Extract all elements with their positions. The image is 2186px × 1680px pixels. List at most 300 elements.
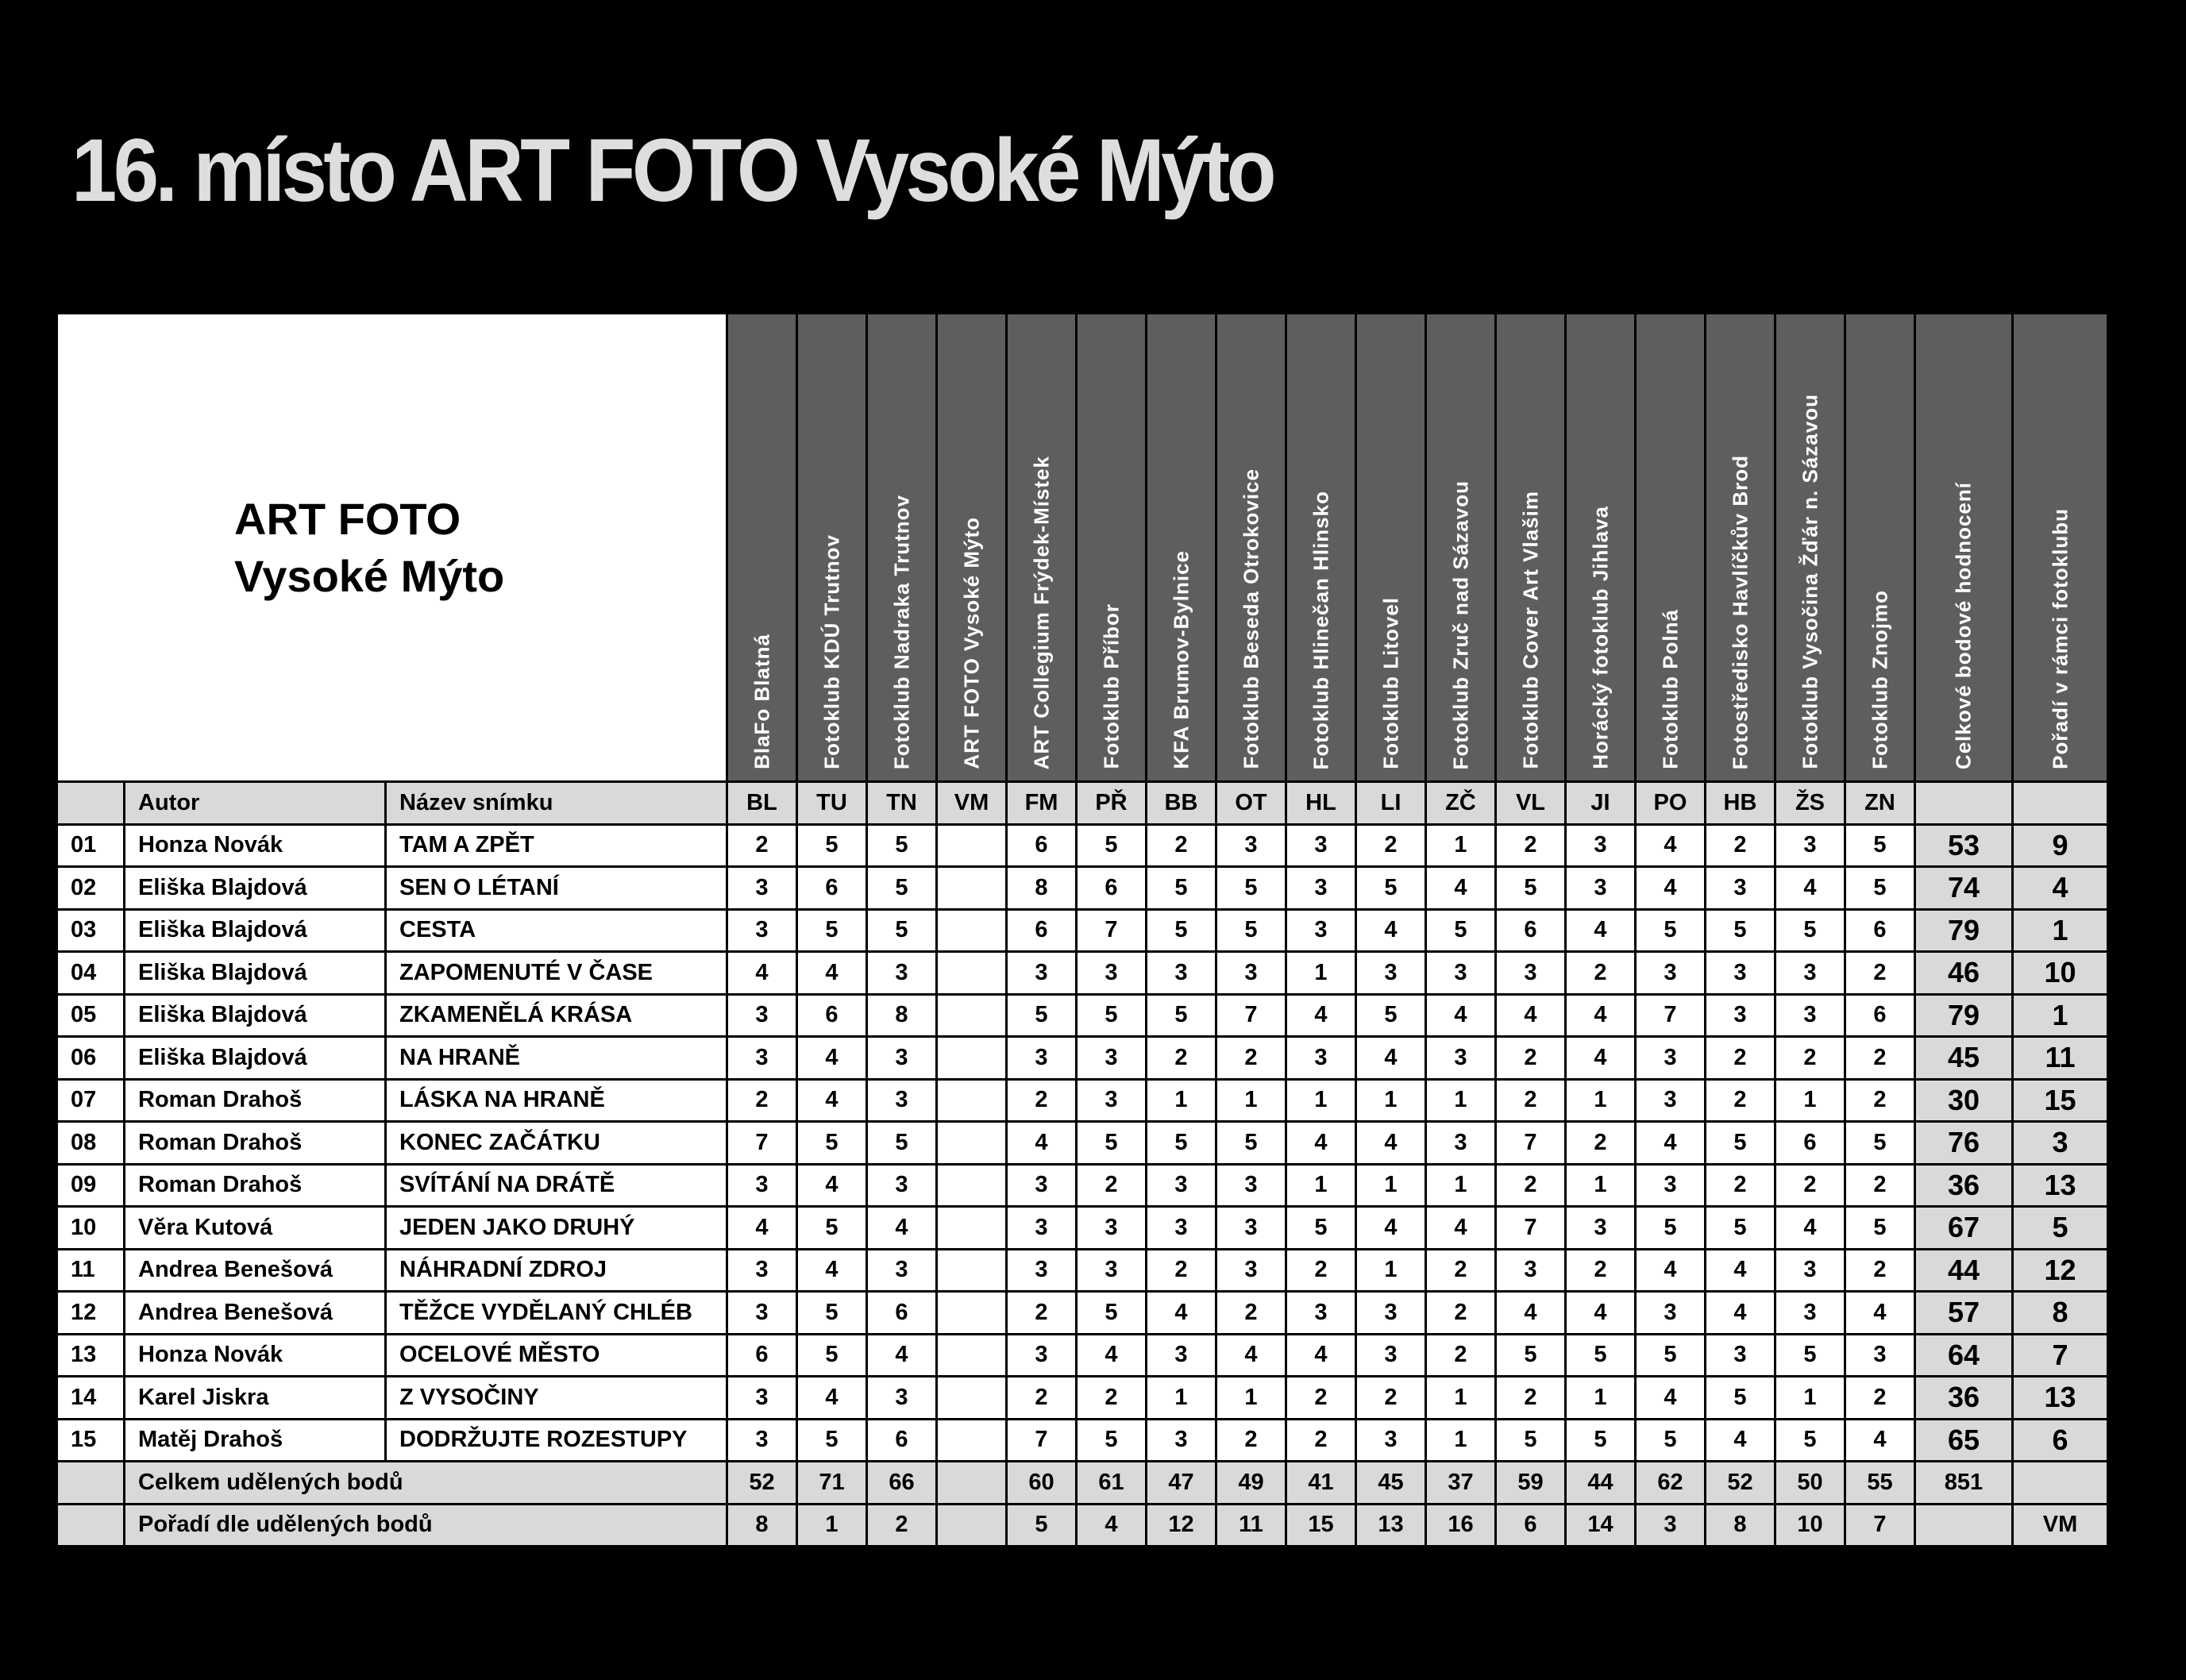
score-cell: 1 [1426,824,1496,867]
score-cell: 6 [867,1292,937,1335]
total-score: 57 [1915,1292,2013,1335]
score-cell: 2 [1496,1037,1566,1080]
footer-value [937,1462,1007,1505]
score-cell: 3 [1007,1249,1077,1292]
score-cell [937,909,1007,952]
club-column-header [1216,314,1286,782]
score-cell: 3 [1636,1037,1706,1080]
photo-column-header: Název snímku [386,782,727,825]
footer-value: 11 [1216,1504,1286,1547]
club-rank: 9 [2013,824,2108,867]
score-cell: 2 [1077,1377,1147,1420]
author-name: Andrea Benešová [125,1292,386,1335]
score-cell: 4 [797,952,867,995]
score-cell: 4 [1566,994,1636,1037]
score-cell: 3 [1706,1334,1775,1377]
total-score: 79 [1915,994,2013,1037]
score-cell: 3 [1007,1164,1077,1207]
footer-value: 47 [1147,1462,1216,1505]
club-column-name: Fotoklub Zruč nad Sázavou [1448,480,1472,769]
score-cell: 3 [727,1419,797,1462]
score-cell: 7 [1216,994,1286,1037]
total-score: 46 [1915,952,2013,995]
footer-value: 1 [797,1504,867,1547]
score-cell: 3 [1496,952,1566,995]
footer-value: 61 [1077,1462,1147,1505]
row-number: 01 [57,824,125,867]
score-cell: 3 [1356,1334,1426,1377]
footer-value: 8 [727,1504,797,1547]
author-name: Eliška Blajdová [125,994,386,1037]
score-cell: 3 [727,994,797,1037]
club-column-name: Fotoklub Polná [1658,609,1682,769]
footer-value: 5 [1007,1504,1077,1547]
score-cell: 8 [867,994,937,1037]
score-cell: 5 [867,824,937,867]
club-column-header [1636,314,1706,782]
author-name: Matěj Drahoš [125,1419,386,1462]
footer-value: 62 [1636,1462,1706,1505]
total-score: 64 [1915,1334,2013,1377]
score-cell: 5 [1077,824,1147,867]
score-cell: 5 [1636,909,1706,952]
score-cell: 2 [1216,1037,1286,1080]
score-cell: 7 [727,1122,797,1165]
score-cell: 5 [1496,867,1566,910]
totals-label: Celkem udělených bodů [125,1462,727,1505]
score-cell: 4 [1356,909,1426,952]
score-cell: 1 [1566,1164,1636,1207]
score-cell: 6 [1775,1122,1845,1165]
score-cell: 2 [1706,1037,1775,1080]
score-cell: 3 [1845,1334,1915,1377]
total-score: 76 [1915,1122,2013,1165]
score-cell: 3 [1356,1292,1426,1335]
photo-title: NÁHRADNÍ ZDROJ [386,1249,727,1292]
row-number: 12 [57,1292,125,1335]
author-column-header: Autor [125,782,386,825]
score-cell: 4 [797,1079,867,1122]
score-cell: 3 [867,1037,937,1080]
score-cell: 4 [797,1037,867,1080]
footer-value: 10 [1775,1504,1845,1547]
table-row [57,1207,2108,1250]
score-cell: 5 [1775,1334,1845,1377]
score-cell: 3 [1216,824,1286,867]
club-column-header [727,314,797,782]
author-name: Honza Novák [125,1334,386,1377]
score-cell: 5 [1496,1419,1566,1462]
table-row [57,1079,2108,1122]
footer-value: 15 [1286,1504,1356,1547]
score-cell: 5 [1077,1292,1147,1335]
photo-title: OCELOVÉ MĚSTO [386,1334,727,1377]
total-score: 53 [1915,824,2013,867]
score-cell: 5 [1845,1122,1915,1165]
club-rank: 13 [2013,1377,2108,1420]
club-code: FM [1007,782,1077,825]
score-cell: 2 [1496,1079,1566,1122]
score-cell: 2 [1147,824,1216,867]
score-cell: 5 [1286,1207,1356,1250]
score-cell: 4 [1286,1334,1356,1377]
table-row [57,1334,2108,1377]
score-cell: 2 [1845,1037,1915,1080]
footer-value: 8 [1706,1504,1775,1547]
score-cell: 4 [797,1164,867,1207]
score-cell: 1 [1356,1079,1426,1122]
score-cell [937,1334,1007,1377]
score-cell: 2 [1845,952,1915,995]
score-cell: 7 [1077,909,1147,952]
score-cell: 5 [797,1419,867,1462]
score-cell: 1 [1356,1164,1426,1207]
score-cell: 3 [867,1377,937,1420]
totals-row [57,1462,2108,1505]
footer-value: 41 [1286,1462,1356,1505]
score-cell: 3 [727,1037,797,1080]
score-cell: 5 [1706,1122,1775,1165]
score-cell: 5 [1845,824,1915,867]
score-cell: 2 [727,1079,797,1122]
score-cell: 2 [1845,1249,1915,1292]
club-column-header [1496,314,1566,782]
row-number: 11 [57,1249,125,1292]
score-cell: 4 [1216,1334,1286,1377]
score-cell: 5 [1636,1334,1706,1377]
club-rank: 8 [2013,1292,2108,1335]
score-cell: 6 [727,1334,797,1377]
club-column-name: ART FOTO Vysoké Mýto [959,517,983,769]
score-cell: 1 [1426,1079,1496,1122]
score-cell: 2 [1706,1164,1775,1207]
club-column-name: Fotoklub Cover Art Vlašim [1518,491,1542,769]
footer-value: 13 [1356,1504,1426,1547]
footer-value: 6 [1496,1504,1566,1547]
score-cell: 3 [1077,1079,1147,1122]
score-cell: 5 [1356,867,1426,910]
totals-blank [57,1462,125,1505]
score-cell: 5 [1077,1122,1147,1165]
score-cell: 5 [867,909,937,952]
score-cell: 2 [1356,824,1426,867]
score-cell: 2 [1706,1079,1775,1122]
score-cell: 5 [1077,1419,1147,1462]
photo-title: KONEC ZAČÁTKU [386,1122,727,1165]
rank-code-blank [2013,782,2108,825]
score-cell: 3 [1286,1037,1356,1080]
author-name: Roman Drahoš [125,1122,386,1165]
score-cell: 6 [1077,867,1147,910]
rank-column-name: Pořadí v rámci fotoklubu [2048,508,2072,769]
score-cell: 2 [1286,1377,1356,1420]
score-cell: 3 [1147,1164,1216,1207]
score-cell: 5 [1077,994,1147,1037]
score-cell: 2 [1216,1292,1286,1335]
score-cell: 3 [1216,1249,1286,1292]
score-cell: 3 [1775,994,1845,1037]
table-row [57,1249,2108,1292]
score-cell: 2 [1007,1079,1077,1122]
score-cell: 3 [867,1249,937,1292]
score-cell [937,1079,1007,1122]
score-cell: 3 [1426,1037,1496,1080]
author-name: Andrea Benešová [125,1249,386,1292]
score-cell: 5 [797,909,867,952]
photo-title: SEN O LÉTANÍ [386,867,727,910]
footer-value: 37 [1426,1462,1496,1505]
score-cell: 4 [867,1334,937,1377]
row-number: 04 [57,952,125,995]
score-cell [937,952,1007,995]
club-name-line1: ART FOTO [234,493,461,544]
score-cell: 1 [1286,952,1356,995]
score-cell: 4 [1845,1419,1915,1462]
score-cell: 3 [1007,952,1077,995]
photo-title: JEDEN JAKO DRUHÝ [386,1207,727,1250]
score-cell: 2 [1845,1164,1915,1207]
score-cell: 3 [727,1377,797,1420]
club-code: BL [727,782,797,825]
club-column-name: Fotoklub Příbor [1099,603,1123,769]
score-cell: 1 [1566,1079,1636,1122]
score-cell: 6 [797,867,867,910]
club-code: ŽS [1775,782,1845,825]
row-number: 14 [57,1377,125,1420]
score-cell: 4 [1147,1292,1216,1335]
score-cell: 3 [1077,1249,1147,1292]
club-rank: 7 [2013,1334,2108,1377]
photo-title: DODRŽUJTE ROZESTUPY [386,1419,727,1462]
header-row [57,314,2108,782]
score-cell: 3 [727,1249,797,1292]
club-rank: 5 [2013,1207,2108,1250]
score-cell: 2 [1356,1377,1426,1420]
score-cell: 1 [1147,1377,1216,1420]
club-code: VL [1496,782,1566,825]
score-cell: 3 [1286,824,1356,867]
score-cell: 3 [1426,952,1496,995]
score-cell: 4 [1286,1122,1356,1165]
score-cell: 2 [1286,1419,1356,1462]
row-number: 08 [57,1122,125,1165]
footer-value: 7 [1845,1504,1915,1547]
club-code: PŘ [1077,782,1147,825]
club-rank: 10 [2013,952,2108,995]
total-score: 36 [1915,1164,2013,1207]
score-cell: 2 [1496,1377,1566,1420]
footer-value: 2 [867,1504,937,1547]
score-cell: 6 [1845,994,1915,1037]
club-column-header [1426,314,1496,782]
score-cell: 1 [1566,1377,1636,1420]
footer-value: 14 [1566,1504,1636,1547]
score-cell: 1 [1426,1377,1496,1420]
author-name: Věra Kutová [125,1207,386,1250]
score-cell: 2 [1845,1079,1915,1122]
club-rank: 1 [2013,909,2108,952]
footer-value: 49 [1216,1462,1286,1505]
score-cell: 5 [1775,909,1845,952]
score-cell: 2 [1566,1249,1636,1292]
score-cell: 2 [1426,1249,1496,1292]
photo-title: TĚŽCE VYDĚLANÝ CHLÉB [386,1292,727,1335]
score-cell: 3 [1706,867,1775,910]
score-cell: 4 [1566,1037,1636,1080]
footer-value: 71 [797,1462,867,1505]
row-number: 13 [57,1334,125,1377]
club-column-name: Horácký fotoklub Jihlava [1588,506,1612,769]
club-column-header [1845,314,1915,782]
score-cell: 3 [1775,824,1845,867]
score-cell [937,1249,1007,1292]
score-cell: 4 [1636,1122,1706,1165]
score-cell: 3 [727,1292,797,1335]
club-rank: 11 [2013,1037,2108,1080]
footer-value: 52 [727,1462,797,1505]
score-cell: 4 [1706,1419,1775,1462]
club-column-name: Fotoklub Vysočina Žďár n. Sázavou [1798,394,1822,769]
score-cell: 4 [1845,1292,1915,1335]
score-cell: 4 [727,952,797,995]
score-cell: 2 [727,824,797,867]
score-cell: 1 [1147,1079,1216,1122]
club-code: LI [1356,782,1426,825]
score-cell: 5 [1147,1122,1216,1165]
score-cell: 1 [1426,1164,1496,1207]
score-cell: 4 [1356,1207,1426,1250]
score-cell: 7 [1636,994,1706,1037]
score-cell: 1 [1286,1164,1356,1207]
club-column-header [937,314,1007,782]
score-cell: 3 [1216,1164,1286,1207]
table-row [57,1377,2108,1420]
row-number: 10 [57,1207,125,1250]
row-number: 02 [57,867,125,910]
club-rank: 12 [2013,1249,2108,1292]
club-code: PO [1636,782,1706,825]
author-name: Eliška Blajdová [125,1037,386,1080]
total-score: 79 [1915,909,2013,952]
score-cell: 5 [797,1334,867,1377]
score-cell: 2 [1426,1292,1496,1335]
score-cell: 4 [1426,867,1496,910]
table-row [57,1122,2108,1165]
ranking-row [57,1504,2108,1547]
score-cell: 3 [1077,1037,1147,1080]
club-column-header [1775,314,1845,782]
score-cell: 4 [1566,909,1636,952]
club-rank: 13 [2013,1164,2108,1207]
club-code: ZN [1845,782,1915,825]
club-name-line2: Vysoké Mýto [234,550,505,601]
photo-title: SVÍTÁNÍ NA DRÁTĚ [386,1164,727,1207]
score-cell: 5 [797,1207,867,1250]
score-cell: 5 [1845,867,1915,910]
score-cell [937,1419,1007,1462]
score-cell [937,994,1007,1037]
score-cell: 3 [867,1079,937,1122]
score-cell: 3 [1077,1207,1147,1250]
score-cell: 3 [1426,1122,1496,1165]
footer-value: 59 [1496,1462,1566,1505]
score-cell: 6 [1845,909,1915,952]
score-cell: 2 [1566,1122,1636,1165]
score-cell: 4 [1775,867,1845,910]
score-cell: 5 [1845,1207,1915,1250]
score-cell: 2 [1845,1377,1915,1420]
footer-value: 12 [1147,1504,1216,1547]
score-cell: 3 [1286,909,1356,952]
score-cell: 4 [1775,1207,1845,1250]
row-number: 03 [57,909,125,952]
score-cell: 5 [1356,994,1426,1037]
footer-total [1915,1504,2013,1547]
total-column-header [1915,314,2013,782]
club-column-name: Fotostředisko Havlíčkův Brod [1728,454,1752,769]
score-cell [937,1122,1007,1165]
footer-value: 45 [1356,1462,1426,1505]
score-cell: 5 [1496,1334,1566,1377]
photo-title: CESTA [386,909,727,952]
score-cell: 5 [1775,1419,1845,1462]
club-column-header [1147,314,1216,782]
score-cell: 3 [1147,1334,1216,1377]
score-cell: 4 [1356,1122,1426,1165]
score-cell: 4 [797,1249,867,1292]
score-cell: 6 [1007,909,1077,952]
club-rank: 3 [2013,1122,2108,1165]
photo-title: Z VYSOČINY [386,1377,727,1420]
score-cell: 8 [1007,867,1077,910]
footer-value: 16 [1426,1504,1496,1547]
row-number: 09 [57,1164,125,1207]
score-cell: 5 [797,1292,867,1335]
footer-rank [2013,1462,2108,1505]
row-number: 07 [57,1079,125,1122]
score-cell: 5 [1216,867,1286,910]
footer-value: 52 [1706,1462,1775,1505]
club-column-header [1286,314,1356,782]
club-code: HL [1286,782,1356,825]
total-score: 45 [1915,1037,2013,1080]
author-name: Eliška Blajdová [125,952,386,995]
row-number: 05 [57,994,125,1037]
score-cell: 3 [1566,1207,1636,1250]
row-number: 06 [57,1037,125,1080]
score-cell: 1 [1286,1079,1356,1122]
score-cell: 3 [727,867,797,910]
club-rank: 1 [2013,994,2108,1037]
club-column-name: Fotoklub Beseda Otrokovice [1239,468,1263,769]
footer-total: 851 [1915,1462,2013,1505]
score-cell [937,1292,1007,1335]
score-cell: 2 [1077,1164,1147,1207]
rank-column-header [2013,314,2108,782]
score-cell: 3 [867,952,937,995]
score-cell: 1 [1426,1419,1496,1462]
score-cell: 2 [1426,1334,1496,1377]
score-cell: 4 [1636,824,1706,867]
score-cell: 4 [1636,867,1706,910]
footer-value: 66 [867,1462,937,1505]
club-code: JI [1566,782,1636,825]
score-cell: 2 [1706,824,1775,867]
footer-rank: VM [2013,1504,2108,1547]
total-score: 36 [1915,1377,2013,1420]
score-cell: 3 [1775,1249,1845,1292]
total-code-blank [1915,782,2013,825]
